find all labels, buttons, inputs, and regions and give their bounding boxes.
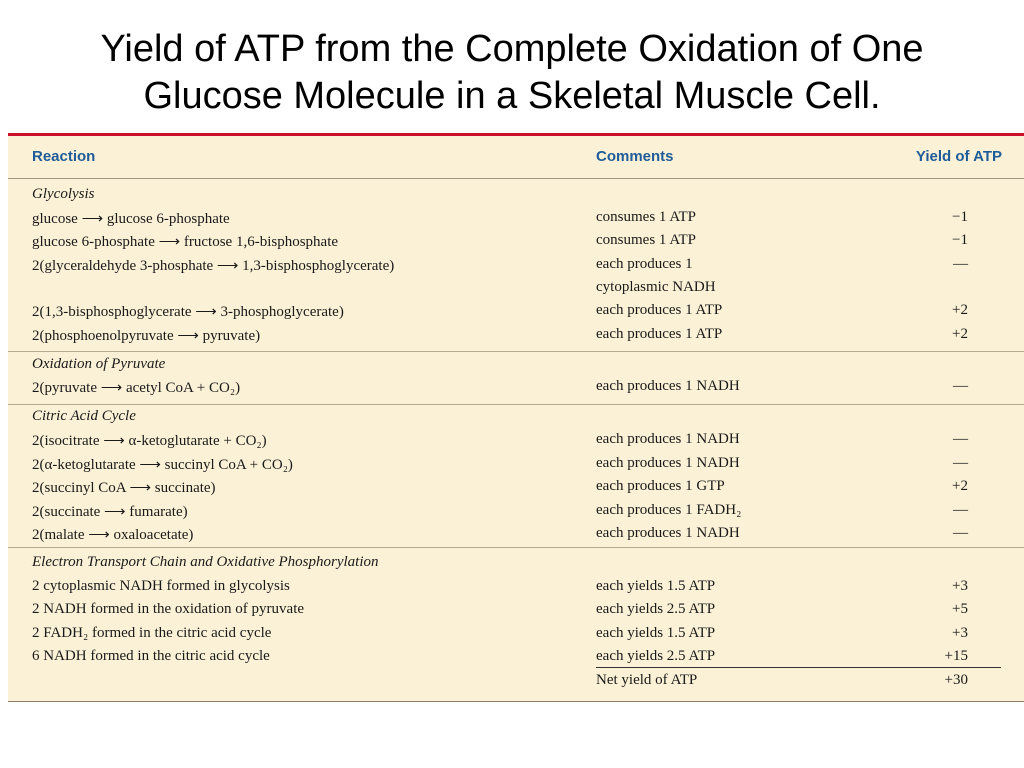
yield-cell: —	[953, 378, 968, 394]
slide-title-line-2: Glucose Molecule in a Skeletal Muscle Cell.	[143, 75, 881, 117]
table-row	[8, 431, 1024, 451]
table-row	[8, 302, 1024, 322]
table-row	[8, 209, 1024, 229]
comment-cell: each yields 1.5 ATP	[596, 625, 716, 641]
reaction-cell: 2(succinyl CoA ⟶ succinate)	[32, 480, 216, 496]
yield-cell: +3	[952, 625, 968, 641]
total-rule	[596, 667, 1001, 668]
slide-title	[0, 26, 1024, 120]
reaction-cell: glucose ⟶ glucose 6-phosphate	[32, 211, 230, 227]
yield-cell: —	[953, 431, 968, 447]
table-row	[8, 502, 1024, 522]
table-row	[8, 525, 1024, 545]
yield-cell: −1	[952, 232, 968, 248]
table-row	[8, 279, 1024, 299]
comment-cell: consumes 1 ATP	[596, 209, 697, 225]
atp-yield-table	[8, 133, 1024, 702]
section-divider	[8, 404, 1024, 405]
yield-cell: —	[953, 256, 968, 272]
comment-cell: each produces 1 NADH	[596, 455, 740, 471]
reaction-cell: 2(phosphoenolpyruvate ⟶ pyruvate)	[32, 328, 261, 344]
comment-cell: each produces 1 ATP	[596, 302, 723, 318]
reaction-cell: 2(succinate ⟶ fumarate)	[32, 504, 188, 520]
reaction-cell: 6 NADH formed in the citric acid cycle	[32, 648, 270, 664]
yield-cell: +2	[952, 302, 968, 318]
total-label: Net yield of ATP	[596, 672, 698, 688]
header-reaction: Reaction	[32, 148, 96, 165]
yield-cell: +5	[952, 601, 968, 617]
total-row	[8, 672, 1024, 692]
yield-cell: —	[953, 502, 968, 518]
reaction-cell: 2(glyceraldehyde 3-phosphate ⟶ 1,3-bisphosphoglycerate)	[32, 258, 395, 274]
section-title: Electron Transport Chain and Oxidative Phosphorylation	[32, 554, 379, 570]
reaction-cell: 2(isocitrate ⟶ α-ketoglutarate + CO₂)	[32, 433, 267, 449]
yield-cell: +3	[952, 578, 968, 594]
comment-cell: each produces 1 GTP	[596, 478, 725, 494]
table-row	[8, 326, 1024, 346]
comment-cell: each produces 1 NADH	[596, 378, 740, 394]
yield-cell: +15	[944, 648, 968, 664]
reaction-cell: glucose 6-phosphate ⟶ fructose 1,6-bisphosphate	[32, 234, 339, 250]
comment-cell: each produces 1 ATP	[596, 326, 723, 342]
comment-cell: consumes 1 ATP	[596, 232, 697, 248]
table-row	[8, 578, 1024, 598]
table-row	[8, 601, 1024, 621]
reaction-cell: 2(1,3-bisphosphoglycerate ⟶ 3-phosphoglycerate)	[32, 304, 344, 320]
table-row	[8, 455, 1024, 475]
slide-title-line-1: Yield of ATP from the Complete Oxidation of One	[100, 28, 924, 70]
yield-cell: —	[953, 455, 968, 471]
yield-cell: −1	[952, 209, 968, 225]
reaction-cell: 2 NADH formed in the oxidation of pyruvate	[32, 601, 305, 617]
reaction-cell: 2(malate ⟶ oxaloacetate)	[32, 527, 194, 543]
table-row	[8, 232, 1024, 252]
table-row	[8, 625, 1024, 645]
comment-cell: each produces 1 FADH₂	[596, 502, 742, 518]
table-row	[8, 478, 1024, 498]
section-title: Glycolysis	[32, 186, 95, 202]
comment-cell: each produces 1	[596, 256, 693, 272]
table-row	[8, 648, 1024, 668]
table-row	[8, 378, 1024, 398]
yield-cell: —	[953, 525, 968, 541]
comment-cell: each yields 2.5 ATP	[596, 601, 716, 617]
reaction-cell: 2 cytoplasmic NADH formed in glycolysis	[32, 578, 290, 594]
yield-cell: +2	[952, 326, 968, 342]
section-divider	[8, 547, 1024, 548]
comment-cell: cytoplasmic NADH	[596, 279, 716, 295]
table-body	[8, 136, 1024, 705]
reaction-cell: 2(pyruvate ⟶ acetyl CoA + CO₂)	[32, 380, 241, 396]
section-title: Citric Acid Cycle	[32, 408, 136, 424]
section-divider	[8, 351, 1024, 352]
table-row	[8, 256, 1024, 276]
yield-cell: +2	[952, 478, 968, 494]
comment-cell: each yields 1.5 ATP	[596, 578, 716, 594]
comment-cell: each produces 1 NADH	[596, 431, 740, 447]
header-yield: Yield of ATP	[915, 148, 1002, 165]
reaction-cell: 2(α-ketoglutarate ⟶ succinyl CoA + CO₂)	[32, 457, 293, 473]
section-title: Oxidation of Pyruvate	[32, 356, 166, 372]
comment-cell: each yields 2.5 ATP	[596, 648, 716, 664]
comment-cell: each produces 1 NADH	[596, 525, 740, 541]
reaction-cell: 2 FADH₂ formed in the citric acid cycle	[32, 625, 272, 641]
header-comments: Comments	[596, 148, 674, 165]
total-yield: +30	[944, 672, 968, 688]
